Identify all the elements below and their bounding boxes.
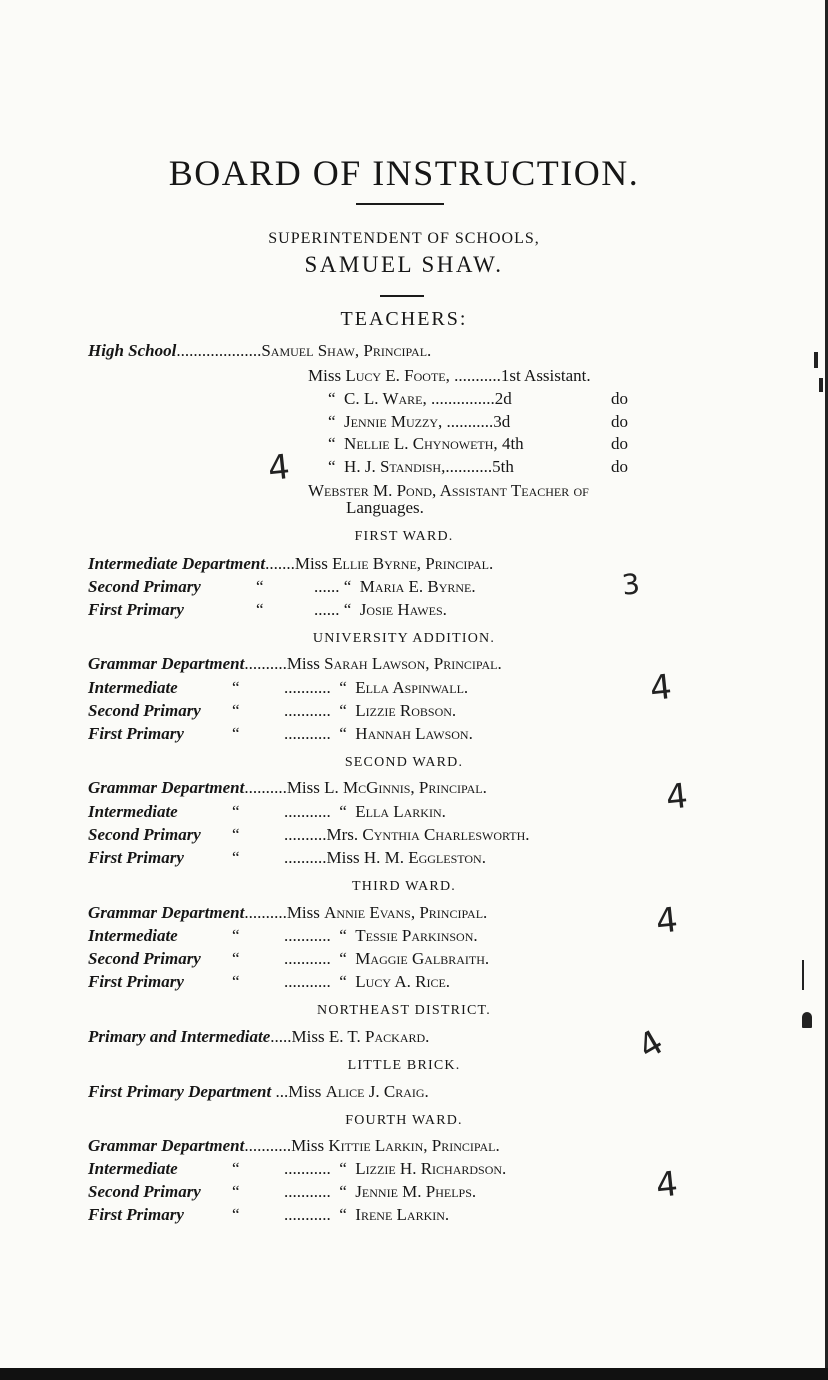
ditto-mark: “ (256, 577, 264, 596)
language-teacher-row-cont: Languages. (346, 498, 424, 517)
list-item: Intermediate Department.......Miss Ellie Byrne, Principal. (88, 554, 494, 573)
ditto-mark: “ (232, 926, 240, 945)
handwritten-mark: 4 (647, 666, 674, 710)
list-item-right: ........... “ Hannah Lawson. (284, 724, 473, 743)
ditto-mark: “ (232, 825, 240, 844)
assistant-rank: 3d (493, 412, 511, 431)
teachers-heading: TEACHERS: (340, 308, 468, 330)
list-item-right: ........... “ Lucy A. Rice. (284, 972, 451, 991)
assistant-row (328, 457, 514, 477)
ditto-mark: “ (232, 724, 240, 743)
prefix: “ (328, 434, 336, 453)
handwritten-mark: 4 (631, 1022, 671, 1068)
list-item-right: ........... “ Lizzie H. Richardson. (284, 1159, 507, 1178)
ward-heading-fourth: FOURTH WARD. (345, 1113, 463, 1128)
list-item-right: ...... “ Josie Hawes. (314, 600, 447, 619)
ditto-mark: “ (232, 848, 240, 867)
superintendent-label: SUPERINTENDENT OF SCHOOLS, (268, 230, 540, 247)
list-item: Second Primary (88, 1182, 201, 1201)
ditto-mark: “ (232, 701, 240, 720)
page-edge-bottom (0, 1368, 828, 1380)
list-item-right: ........... “ Lizzie Robson. (284, 701, 457, 720)
list-item-right: ..........Mrs. Cynthia Charlesworth. (284, 825, 530, 844)
ditto-do: do (611, 389, 628, 408)
list-item-right: ........... “ Ella Aspinwall. (284, 678, 469, 697)
department-label: High School (88, 341, 177, 360)
ditto-mark: “ (232, 949, 240, 968)
superintendent-name: SAMUEL SHAW. (304, 252, 504, 277)
page-title: BOARD OF INSTRUCTION. (168, 153, 640, 194)
assistant-rank: 1st Assistant. (500, 366, 591, 385)
ward-heading-first: FIRST WARD. (354, 529, 454, 544)
ditto-mark: “ (232, 678, 240, 697)
list-item: First Primary (88, 600, 184, 619)
margin-mark (802, 960, 804, 990)
handwritten-mark: 4 (653, 1163, 680, 1207)
assistant-row (328, 412, 510, 432)
list-item: First Primary (88, 972, 184, 991)
ditto-mark: “ (256, 600, 264, 619)
margin-mark (814, 352, 818, 368)
section-rule (380, 295, 424, 297)
ward-heading-northeast: NORTHEAST DISTRICT. (317, 1003, 491, 1018)
list-item: Intermediate (88, 926, 178, 945)
ditto-mark: “ (232, 1159, 240, 1178)
list-item: Intermediate (88, 802, 178, 821)
list-item: Second Primary (88, 825, 201, 844)
handwritten-mark: 4 (663, 775, 690, 819)
handwritten-mark: 4 (653, 899, 680, 943)
teacher-name: H. J. Standish, (344, 457, 446, 476)
leader-dots: ........... (454, 366, 501, 385)
prefix: “ (328, 412, 336, 431)
teacher-name: Lucy E. Foote, (345, 366, 450, 385)
ward-heading-second: SECOND WARD. (344, 755, 464, 770)
teacher-name: Samuel Shaw, Principal. (261, 341, 432, 360)
list-item: First Primary (88, 724, 184, 743)
list-item-right: ........... “ Jennie M. Phelps. (284, 1182, 477, 1201)
list-item: Primary and Intermediate.....Miss E. T. Packard. (88, 1027, 430, 1046)
title-rule (356, 203, 444, 205)
high-school-row (88, 341, 431, 361)
handwritten-mark: 3 (620, 567, 642, 602)
list-item-right: ........... “ Maggie Galbraith. (284, 949, 490, 968)
list-item: Grammar Department...........Miss Kittie Larkin, Principal. (88, 1136, 500, 1155)
leader-dots: ............... (431, 389, 495, 408)
teacher-name: Nellie L. Chynoweth, (344, 434, 498, 453)
assistant-row (328, 434, 524, 454)
leader-dots: ........... (446, 412, 494, 431)
teacher-name: Jennie Muzzy, (344, 412, 443, 431)
leader-dots: ........... (445, 457, 493, 476)
list-item-right: ...... “ Maria E. Byrne. (314, 577, 476, 596)
ditto-do: do (611, 434, 628, 453)
language-teacher-row: Webster M. Pond, Assistant Teacher of (308, 481, 589, 500)
ditto-do: do (611, 457, 628, 476)
handwritten-mark: 4 (265, 446, 292, 490)
teacher-name: C. L. Ware, (344, 389, 427, 408)
ditto-mark: “ (232, 1205, 240, 1224)
ward-heading-university: UNIVERSITY ADDITION. (312, 631, 496, 646)
prefix: “ (328, 389, 336, 408)
leader-dots: .................... (176, 341, 262, 360)
ward-heading-little-brick: LITTLE BRICK. (347, 1058, 461, 1073)
list-item: First Primary Department ...Miss Alice J. Craig. (88, 1082, 429, 1101)
prefix: Miss (308, 366, 342, 385)
list-item: Grammar Department..........Miss Annie Evans, Principal. (88, 903, 488, 922)
list-item: Second Primary (88, 701, 201, 720)
assistant-rank: 5th (492, 457, 514, 476)
list-item: Second Primary (88, 577, 201, 596)
list-item: Grammar Department..........Miss L. McGinnis, Principal. (88, 778, 487, 797)
list-item: Grammar Department..........Miss Sarah Lawson, Principal. (88, 654, 502, 673)
list-item-right: ........... “ Tessie Parkinson. (284, 926, 478, 945)
margin-mark (819, 378, 823, 392)
ditto-mark: “ (232, 972, 240, 991)
prefix: “ (328, 457, 336, 476)
list-item: Second Primary (88, 949, 201, 968)
margin-mark (802, 1012, 812, 1028)
ward-heading-third: THIRD WARD. (352, 879, 456, 894)
list-item: Intermediate (88, 678, 178, 697)
list-item: Intermediate (88, 1159, 178, 1178)
list-item: First Primary (88, 1205, 184, 1224)
assistant-rank: 4th (501, 434, 524, 453)
assistant-rank: 2d (494, 389, 512, 408)
list-item-right: ........... “ Irene Larkin. (284, 1205, 450, 1224)
ditto-mark: “ (232, 802, 240, 821)
list-item-right: ........... “ Ella Larkin. (284, 802, 446, 821)
ditto-do: do (611, 412, 628, 431)
assistant-row (328, 389, 512, 409)
list-item-right: ..........Miss H. M. Eggleston. (284, 848, 486, 867)
list-item: First Primary (88, 848, 184, 867)
ditto-mark: “ (232, 1182, 240, 1201)
assistant-row (308, 366, 591, 386)
